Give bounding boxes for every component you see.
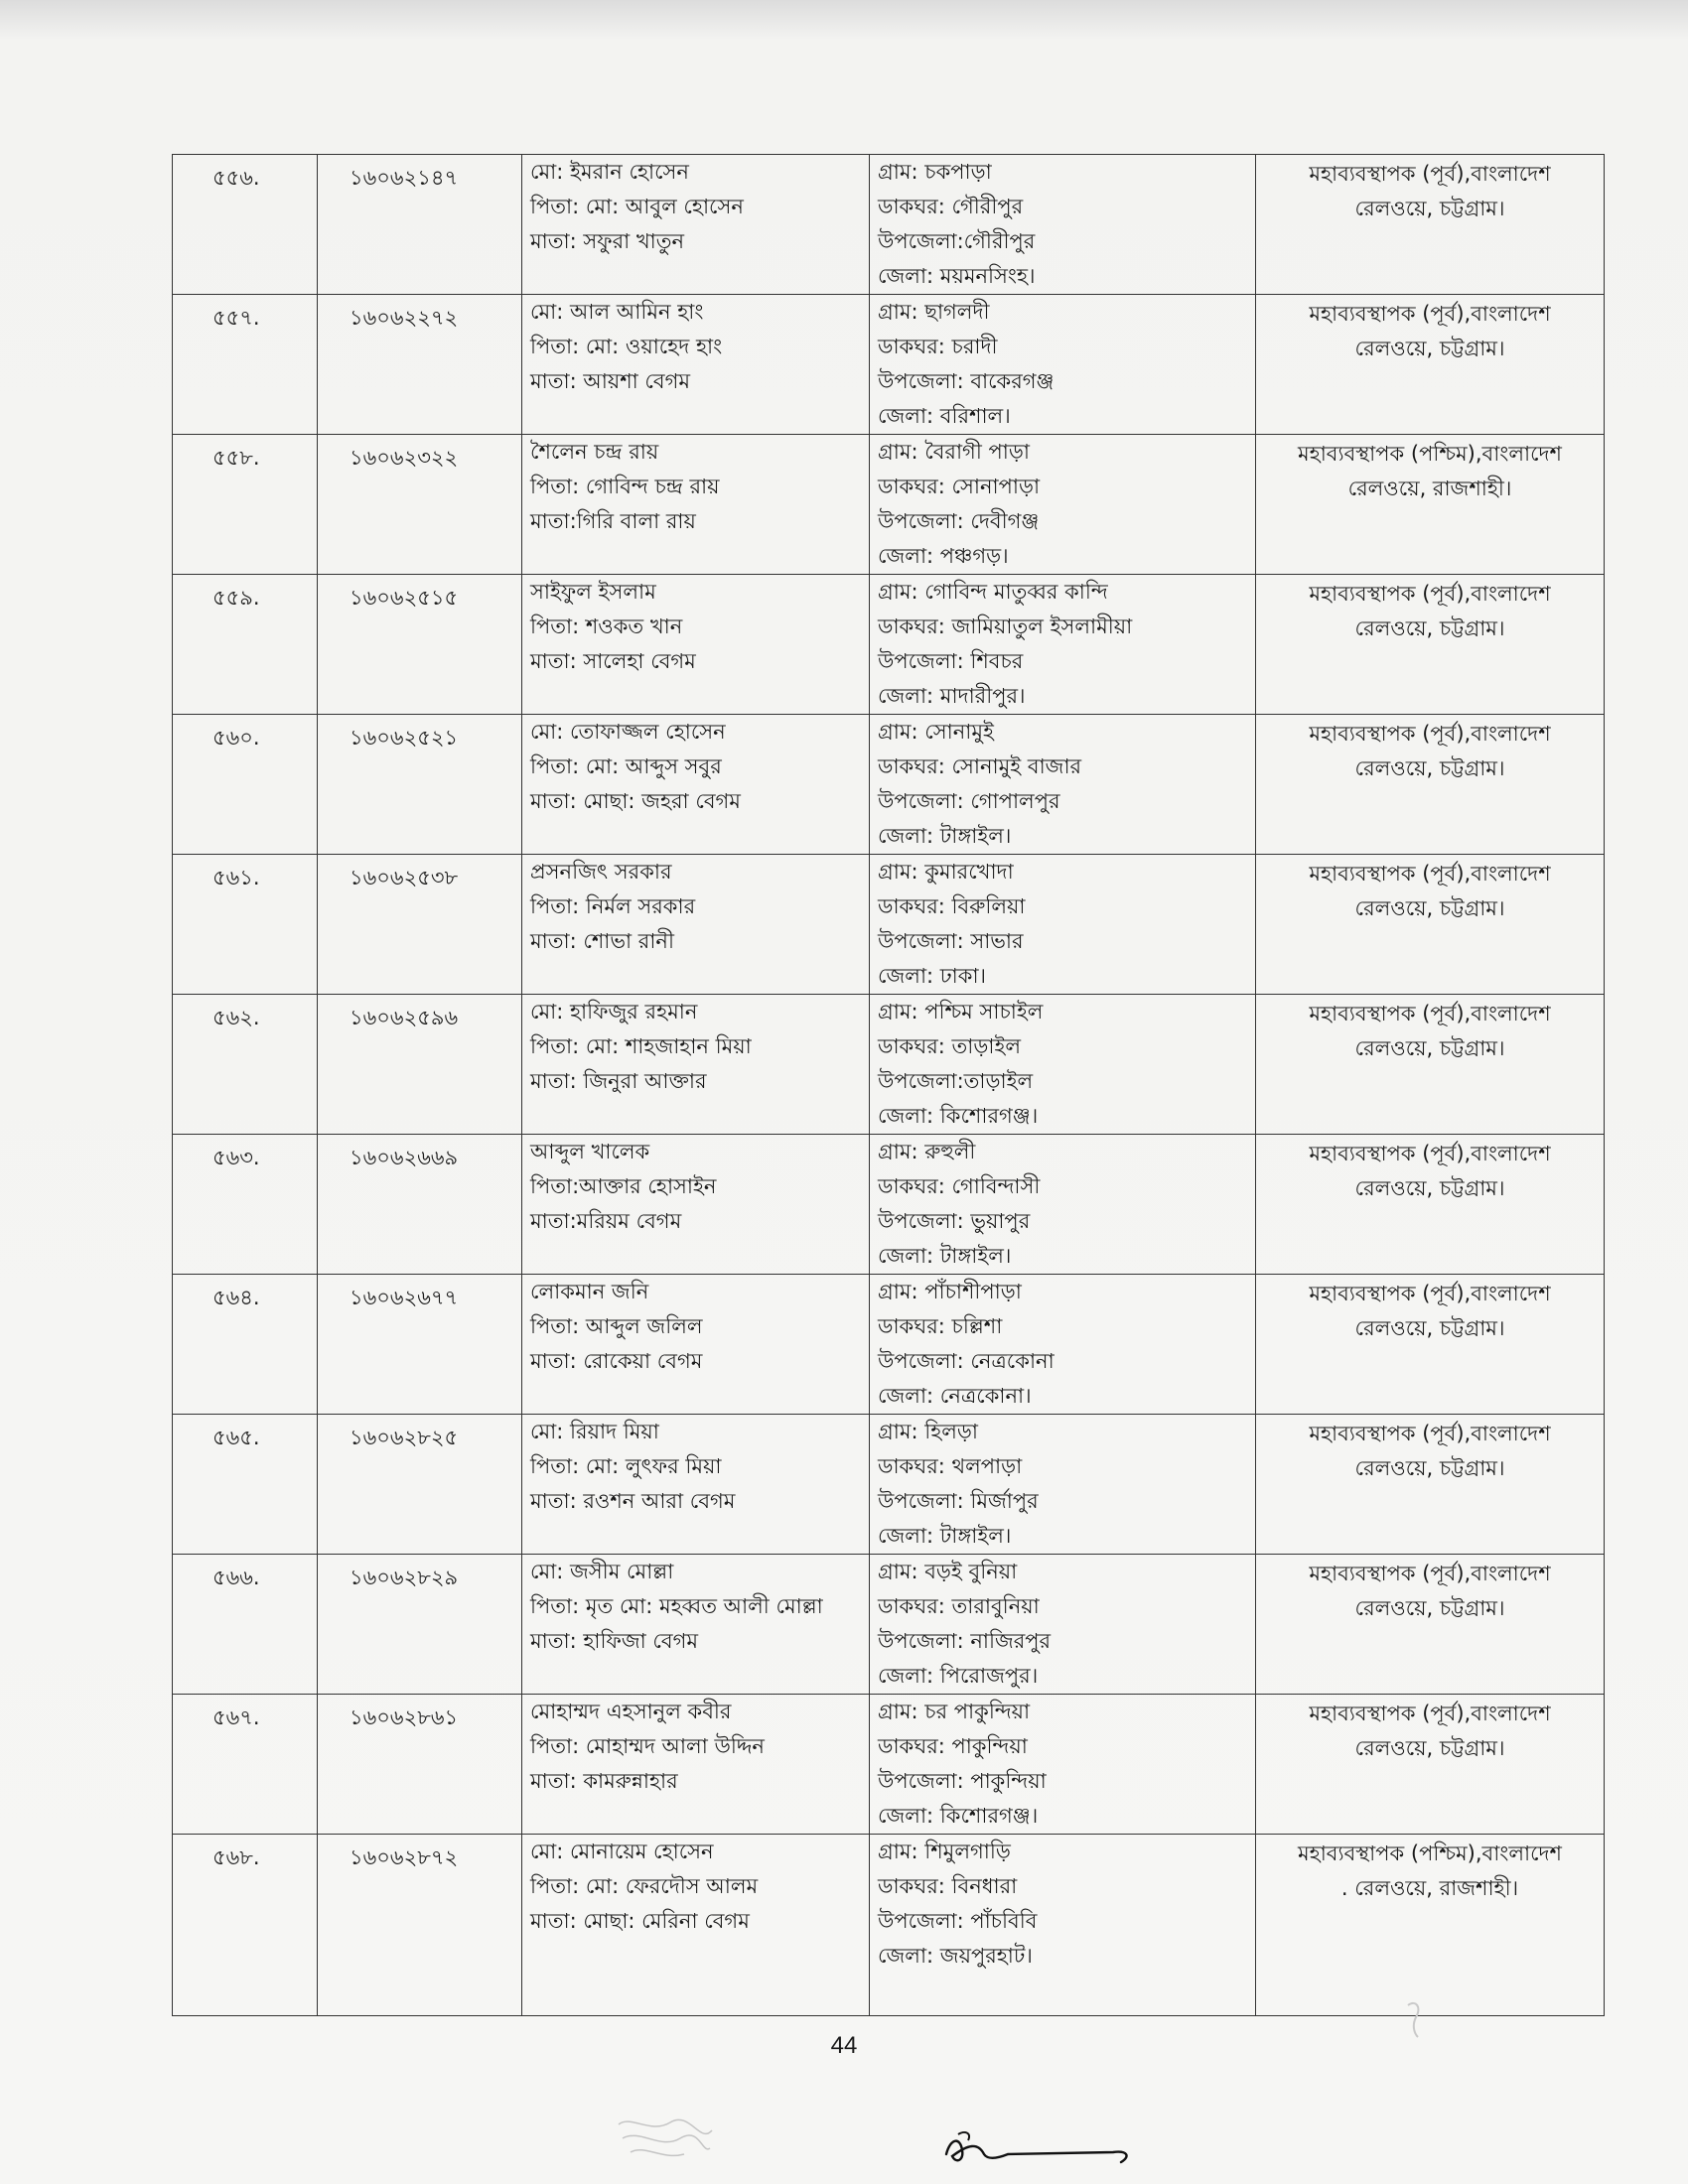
upazila: উপজেলা: পাঁচবিবি bbox=[878, 1909, 1038, 1933]
post-office: ডাকঘর: থলপাড়া bbox=[878, 1454, 1023, 1478]
upazila: উপজেলা: নেত্রকোনা bbox=[878, 1349, 1055, 1373]
posting-location: রেলওয়ে, চট্টগ্রাম। bbox=[1354, 1596, 1505, 1620]
roll-number: ১৬০৬২৫৩৮ bbox=[350, 866, 459, 889]
post-office: ডাকঘর: সোনামুই বাজার bbox=[878, 754, 1082, 778]
roll-number: ১৬০৬২২৭২ bbox=[350, 306, 459, 330]
mother-name: মাতা: মোছা: মেরিনা বেগম bbox=[530, 1909, 750, 1933]
address-cell bbox=[870, 155, 1256, 295]
table-row bbox=[173, 1135, 1605, 1275]
district: জেলা: টাঙ্গাইল। bbox=[878, 1524, 1012, 1548]
table-row bbox=[173, 1415, 1605, 1555]
father-name: পিতা: মোহাম্মদ আলা উদ্দিন bbox=[530, 1734, 765, 1758]
candidate-name: মো: রিয়াদ মিয়া bbox=[530, 1420, 659, 1443]
roll-number: ১৬০৬২৮৬১ bbox=[350, 1706, 459, 1729]
district: জেলা: ঢাকা। bbox=[878, 964, 987, 988]
upazila: উপজেলা: মির্জাপুর bbox=[878, 1489, 1039, 1513]
district: জেলা: নেত্রকোনা। bbox=[878, 1384, 1032, 1408]
post-office: ডাকঘর: সোনাপাড়া bbox=[878, 475, 1041, 498]
village: গ্রাম: বড়ই বুনিয়া bbox=[878, 1560, 1018, 1583]
candidate-name: মো: হাফিজুর রহমান bbox=[530, 1000, 698, 1024]
table-row bbox=[173, 295, 1605, 435]
posting-location: রেলওয়ে, চট্টগ্রাম। bbox=[1354, 1316, 1505, 1340]
serial-cell bbox=[173, 715, 318, 855]
mother-name: মাতা: হাফিজা বেগম bbox=[530, 1629, 699, 1653]
posting-office: মহাব্যবস্থাপক (পশ্চিম),বাংলাদেশ bbox=[1298, 442, 1562, 466]
table-row bbox=[173, 1835, 1605, 2016]
posting-office: মহাব্যবস্থাপক (পূর্ব),বাংলাদেশ bbox=[1309, 1282, 1551, 1305]
candidate-name: প্রসনজিৎ সরকার bbox=[530, 860, 672, 884]
candidate-name: লোকমান জনি bbox=[530, 1280, 649, 1303]
address-cell bbox=[870, 855, 1256, 995]
serial-number: ৫৬৪. bbox=[212, 1286, 260, 1309]
upazila: উপজেলা: গোপালপুর bbox=[878, 789, 1060, 813]
roll-number: ১৬০৬২৩২২ bbox=[350, 446, 459, 470]
table-row bbox=[173, 1695, 1605, 1835]
post-office: ডাকঘর: বিরুলিয়া bbox=[878, 894, 1026, 918]
serial-cell bbox=[173, 155, 318, 295]
district: জেলা: কিশোরগঞ্জ। bbox=[878, 1804, 1039, 1828]
mother-name: মাতা: মোছা: জহরা বেগম bbox=[530, 789, 741, 813]
posting-office: মহাব্যবস্থাপক (পশ্চিম),বাংলাদেশ bbox=[1298, 1842, 1562, 1865]
posting-office: মহাব্যবস্থাপক (পূর্ব),বাংলাদেশ bbox=[1309, 722, 1551, 746]
posting-location: রেলওয়ে, চট্টগ্রাম। bbox=[1354, 896, 1505, 920]
serial-cell bbox=[173, 1835, 318, 2016]
village: গ্রাম: চকপাড়া bbox=[878, 160, 992, 184]
address-cell bbox=[870, 1555, 1256, 1695]
posting-cell bbox=[1256, 715, 1605, 855]
post-office: ডাকঘর: গোবিন্দাসী bbox=[878, 1174, 1041, 1198]
posting-location: . রেলওয়ে, রাজশাহী। bbox=[1340, 1876, 1519, 1900]
posting-cell bbox=[1256, 155, 1605, 295]
table-row bbox=[173, 1555, 1605, 1695]
roll-number: ১৬০৬২৬৭৭ bbox=[350, 1286, 459, 1309]
signature bbox=[938, 2124, 1137, 2172]
table-row bbox=[173, 155, 1605, 295]
serial-number: ৫৫৬. bbox=[212, 166, 260, 190]
post-office: ডাকঘর: তাড়াইল bbox=[878, 1034, 1022, 1058]
table-row bbox=[173, 575, 1605, 715]
name-cell bbox=[522, 855, 870, 995]
upazila: উপজেলা:তাড়াইল bbox=[878, 1069, 1034, 1093]
posting-cell bbox=[1256, 295, 1605, 435]
serial-number: ৫৬১. bbox=[212, 866, 260, 889]
roll-number: ১৬০৬২৬৬৯ bbox=[350, 1146, 459, 1169]
roll-number: ১৬০৬২৮২৫ bbox=[350, 1426, 459, 1449]
village: গ্রাম: রুহুলী bbox=[878, 1140, 976, 1163]
village: গ্রাম: শিমুলগাড়ি bbox=[878, 1840, 1011, 1863]
father-name: পিতা: মৃত মো: মহব্বত আলী মোল্লা bbox=[530, 1594, 823, 1618]
upazila: উপজেলা: দেবীগঞ্জ bbox=[878, 509, 1040, 533]
serial-number: ৫৫৮. bbox=[212, 446, 260, 470]
posting-office: মহাব্যবস্থাপক (পূর্ব),বাংলাদেশ bbox=[1309, 582, 1551, 606]
district: জেলা: মাদারীপুর। bbox=[878, 684, 1026, 708]
roll-number: ১৬০৬২৮২৯ bbox=[350, 1566, 459, 1589]
page-number: 44 bbox=[830, 2032, 858, 2059]
district: জেলা: জয়পুরহাট। bbox=[878, 1944, 1033, 1968]
posting-cell bbox=[1256, 1415, 1605, 1555]
table-row bbox=[173, 715, 1605, 855]
father-name: পিতা: মো: আব্দুস সবুর bbox=[530, 754, 722, 778]
father-name: পিতা: মো: ফেরদৌস আলম bbox=[530, 1874, 759, 1898]
post-office: ডাকঘর: জামিয়াতুল ইসলামীয়া bbox=[878, 614, 1133, 638]
father-name: পিতা: মো: শাহজাহান মিয়া bbox=[530, 1034, 752, 1058]
village: গ্রাম: কুমারখোদা bbox=[878, 860, 1014, 884]
address-cell bbox=[870, 1695, 1256, 1835]
serial-cell bbox=[173, 1275, 318, 1415]
name-cell bbox=[522, 435, 870, 575]
posting-location: রেলওয়ে, রাজশাহী। bbox=[1347, 477, 1512, 500]
posting-office: মহাব্যবস্থাপক (পূর্ব),বাংলাদেশ bbox=[1309, 302, 1551, 326]
name-cell bbox=[522, 1275, 870, 1415]
mother-name: মাতা: রওশন আরা বেগম bbox=[530, 1489, 736, 1513]
address-cell bbox=[870, 1275, 1256, 1415]
posting-location: রেলওয়ে, চট্টগ্রাম। bbox=[1354, 1736, 1505, 1760]
district: জেলা: টাঙ্গাইল। bbox=[878, 1244, 1012, 1268]
posting-cell bbox=[1256, 855, 1605, 995]
roll-cell bbox=[318, 1135, 522, 1275]
mother-name: মাতা: শোভা রানী bbox=[530, 929, 674, 953]
posting-office: মহাব্যবস্থাপক (পূর্ব),বাংলাদেশ bbox=[1309, 162, 1551, 186]
name-cell bbox=[522, 1135, 870, 1275]
serial-number: ৫৬২. bbox=[212, 1006, 260, 1029]
table-row bbox=[173, 855, 1605, 995]
posting-cell bbox=[1256, 1135, 1605, 1275]
posting-office: মহাব্যবস্থাপক (পূর্ব),বাংলাদেশ bbox=[1309, 1562, 1551, 1585]
posting-office: মহাব্যবস্থাপক (পূর্ব),বাংলাদেশ bbox=[1309, 1422, 1551, 1445]
address-cell bbox=[870, 435, 1256, 575]
upazila: উপজেলা: বাকেরগঞ্জ bbox=[878, 369, 1055, 393]
faded-stamp-mark bbox=[611, 2105, 720, 2164]
candidate-name: মো: আল আমিন হাং bbox=[530, 300, 704, 324]
roll-cell bbox=[318, 715, 522, 855]
name-cell bbox=[522, 295, 870, 435]
roll-cell bbox=[318, 435, 522, 575]
serial-number: ৫৬৬. bbox=[212, 1566, 260, 1589]
table-row bbox=[173, 1275, 1605, 1415]
roll-number: ১৬০৬২৫১৫ bbox=[350, 586, 459, 610]
address-cell bbox=[870, 1835, 1256, 2016]
address-cell bbox=[870, 1135, 1256, 1275]
roll-number: ১৬০৬২৫২১ bbox=[350, 726, 459, 750]
name-cell bbox=[522, 995, 870, 1135]
upazila: উপজেলা: নাজিরপুর bbox=[878, 1629, 1052, 1653]
serial-cell bbox=[173, 1135, 318, 1275]
district: জেলা: পঞ্চগড়। bbox=[878, 544, 1009, 568]
father-name: পিতা:আক্তার হোসাইন bbox=[530, 1174, 717, 1198]
father-name: পিতা: মো: আবুল হোসেন bbox=[530, 195, 744, 218]
district: জেলা: বরিশাল। bbox=[878, 404, 1011, 428]
roll-cell bbox=[318, 295, 522, 435]
candidate-name: শৈলেন চন্দ্র রায় bbox=[530, 440, 659, 464]
mother-name: মাতা: সফুরা খাতুন bbox=[530, 229, 685, 253]
village: গ্রাম: হিলড়া bbox=[878, 1420, 979, 1443]
candidate-name: মো: ইমরান হোসেন bbox=[530, 160, 689, 184]
serial-number: ৫৫৯. bbox=[212, 586, 260, 610]
candidate-name: সাইফুল ইসলাম bbox=[530, 580, 656, 604]
post-office: ডাকঘর: বিনধারা bbox=[878, 1874, 1018, 1898]
address-cell bbox=[870, 575, 1256, 715]
serial-number: ৫৬৮. bbox=[212, 1845, 260, 1869]
posting-office: মহাব্যবস্থাপক (পূর্ব),বাংলাদেশ bbox=[1309, 1702, 1551, 1725]
father-name: পিতা: শওকত খান bbox=[530, 614, 683, 638]
district: জেলা: ময়মনসিংহ। bbox=[878, 264, 1036, 288]
serial-cell bbox=[173, 1555, 318, 1695]
posting-cell bbox=[1256, 1275, 1605, 1415]
posting-cell bbox=[1256, 1695, 1605, 1835]
serial-cell bbox=[173, 855, 318, 995]
post-office: ডাকঘর: চরাদী bbox=[878, 335, 998, 358]
name-cell bbox=[522, 155, 870, 295]
roll-cell bbox=[318, 1275, 522, 1415]
name-cell bbox=[522, 1695, 870, 1835]
post-office: ডাকঘর: তারাবুনিয়া bbox=[878, 1594, 1040, 1618]
faint-pencil-mark bbox=[1402, 1997, 1426, 2041]
posting-location: রেলওয়ে, চট্টগ্রাম। bbox=[1354, 197, 1505, 220]
candidate-table bbox=[172, 154, 1605, 2016]
post-office: ডাকঘর: পাকুন্দিয়া bbox=[878, 1734, 1028, 1758]
mother-name: মাতা: সালেহা বেগম bbox=[530, 649, 696, 673]
posting-office: মহাব্যবস্থাপক (পূর্ব),বাংলাদেশ bbox=[1309, 1002, 1551, 1025]
roll-cell bbox=[318, 855, 522, 995]
roll-number: ১৬০৬২৮৭২ bbox=[350, 1845, 459, 1869]
serial-number: ৫৬৩. bbox=[212, 1146, 260, 1169]
posting-location: রেলওয়ে, চট্টগ্রাম। bbox=[1354, 1456, 1505, 1480]
mother-name: মাতা:মরিয়ম বেগম bbox=[530, 1209, 682, 1233]
upazila: উপজেলা: ভুয়াপুর bbox=[878, 1209, 1031, 1233]
village: গ্রাম: চর পাকুন্দিয়া bbox=[878, 1700, 1031, 1723]
village: গ্রাম: গোবিন্দ মাতুব্বর কান্দি bbox=[878, 580, 1108, 604]
serial-cell bbox=[173, 295, 318, 435]
serial-cell bbox=[173, 1695, 318, 1835]
mother-name: মাতা: রোকেয়া বেগম bbox=[530, 1349, 703, 1373]
candidate-name: মো: মোনায়েম হোসেন bbox=[530, 1840, 714, 1863]
serial-number: ৫৬৭. bbox=[212, 1706, 260, 1729]
village: গ্রাম: পাঁচাশীপাড়া bbox=[878, 1280, 1022, 1303]
district: জেলা: টাঙ্গাইল। bbox=[878, 824, 1012, 848]
posting-office: মহাব্যবস্থাপক (পূর্ব),বাংলাদেশ bbox=[1309, 1142, 1551, 1165]
father-name: পিতা: নির্মল সরকার bbox=[530, 894, 696, 918]
posting-cell bbox=[1256, 1555, 1605, 1695]
table-row bbox=[173, 995, 1605, 1135]
candidate-name: মোহাম্মদ এহসানুল কবীর bbox=[530, 1700, 732, 1723]
serial-number: ৫৫৭. bbox=[212, 306, 260, 330]
father-name: পিতা: গোবিন্দ চন্দ্র রায় bbox=[530, 475, 720, 498]
name-cell bbox=[522, 715, 870, 855]
posting-location: রেলওয়ে, চট্টগ্রাম। bbox=[1354, 1036, 1505, 1060]
mother-name: মাতা: কামরুন্নাহার bbox=[530, 1769, 678, 1793]
roll-cell bbox=[318, 1555, 522, 1695]
mother-name: মাতা:গিরি বালা রায় bbox=[530, 509, 696, 533]
posting-cell bbox=[1256, 435, 1605, 575]
posting-location: রেলওয়ে, চট্টগ্রাম। bbox=[1354, 337, 1505, 360]
roll-cell bbox=[318, 995, 522, 1135]
roll-cell bbox=[318, 1415, 522, 1555]
upazila: উপজেলা:গৌরীপুর bbox=[878, 229, 1036, 253]
father-name: পিতা: মো: ওয়াহেদ হাং bbox=[530, 335, 723, 358]
candidate-name: মো: জসীম মোল্লা bbox=[530, 1560, 674, 1583]
district: জেলা: কিশোরগঞ্জ। bbox=[878, 1104, 1039, 1128]
roll-cell bbox=[318, 155, 522, 295]
village: গ্রাম: বৈরাগী পাড়া bbox=[878, 440, 1030, 464]
table-row bbox=[173, 435, 1605, 575]
district: জেলা: পিরোজপুর। bbox=[878, 1664, 1039, 1688]
candidate-name: মো: তোফাজ্জল হোসেন bbox=[530, 720, 726, 744]
serial-cell bbox=[173, 575, 318, 715]
village: গ্রাম: পশ্চিম সাচাইল bbox=[878, 1000, 1044, 1024]
roll-cell bbox=[318, 1835, 522, 2016]
roll-cell bbox=[318, 575, 522, 715]
village: গ্রাম: সোনামুই bbox=[878, 720, 994, 744]
roll-cell bbox=[318, 1695, 522, 1835]
candidate-name: আব্দুল খালেক bbox=[530, 1140, 650, 1163]
father-name: পিতা: আব্দুল জলিল bbox=[530, 1314, 703, 1338]
mother-name: মাতা: আয়শা বেগম bbox=[530, 369, 691, 393]
serial-cell bbox=[173, 995, 318, 1135]
posting-location: রেলওয়ে, চট্টগ্রাম। bbox=[1354, 756, 1505, 780]
roll-number: ১৬০৬২৫৯৬ bbox=[350, 1006, 459, 1029]
address-cell bbox=[870, 995, 1256, 1135]
serial-cell bbox=[173, 1415, 318, 1555]
post-office: ডাকঘর: চল্লিশা bbox=[878, 1314, 1003, 1338]
name-cell bbox=[522, 1415, 870, 1555]
serial-cell bbox=[173, 435, 318, 575]
mother-name: মাতা: জিনুরা আক্তার bbox=[530, 1069, 707, 1093]
posting-location: রেলওয়ে, চট্টগ্রাম। bbox=[1354, 1176, 1505, 1200]
posting-cell bbox=[1256, 1835, 1605, 2016]
posting-location: রেলওয়ে, চট্টগ্রাম। bbox=[1354, 616, 1505, 640]
name-cell bbox=[522, 1835, 870, 2016]
upazila: উপজেলা: শিবচর bbox=[878, 649, 1024, 673]
name-cell bbox=[522, 575, 870, 715]
posting-office: মহাব্যবস্থাপক (পূর্ব),বাংলাদেশ bbox=[1309, 862, 1551, 886]
posting-cell bbox=[1256, 575, 1605, 715]
table-body bbox=[173, 155, 1605, 2016]
serial-number: ৫৬০. bbox=[212, 726, 260, 750]
address-cell bbox=[870, 295, 1256, 435]
address-cell bbox=[870, 1415, 1256, 1555]
name-cell bbox=[522, 1555, 870, 1695]
post-office: ডাকঘর: গৌরীপুর bbox=[878, 195, 1024, 218]
serial-number: ৫৬৫. bbox=[212, 1426, 260, 1449]
roll-number: ১৬০৬২১৪৭ bbox=[350, 166, 459, 190]
upazila: উপজেলা: পাকুন্দিয়া bbox=[878, 1769, 1047, 1793]
father-name: পিতা: মো: লুৎফর মিয়া bbox=[530, 1454, 722, 1478]
address-cell bbox=[870, 715, 1256, 855]
upazila: উপজেলা: সাভার bbox=[878, 929, 1024, 953]
posting-cell bbox=[1256, 995, 1605, 1135]
village: গ্রাম: ছাগলদী bbox=[878, 300, 990, 324]
